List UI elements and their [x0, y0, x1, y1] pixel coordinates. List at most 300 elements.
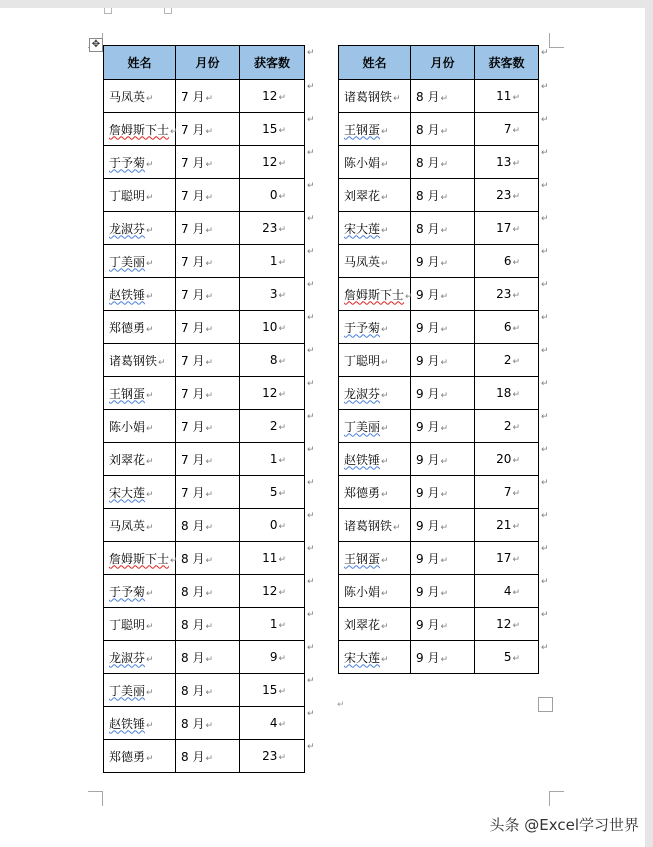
cell-name-text: 郑德勇 [109, 320, 146, 335]
cell-end-mark: ↵ [146, 258, 154, 269]
cell-end-mark: ↵ [512, 621, 520, 631]
cell-name[interactable] [104, 344, 176, 377]
cell-end-mark: ↵ [512, 357, 520, 367]
cell-count[interactable] [475, 113, 539, 146]
cell-end-mark: ↵ [278, 159, 286, 169]
cell-count[interactable] [240, 608, 305, 641]
table-row [339, 509, 539, 542]
cell-count-text: 17 [496, 221, 512, 235]
cell-name-text: 赵铁锤 [344, 452, 381, 467]
table-row [339, 80, 539, 113]
cell-count[interactable] [240, 674, 305, 707]
cell-end-mark: ↵ [278, 357, 286, 367]
cell-end-mark: ↵ [158, 357, 166, 368]
row-end-mark: ↵ [307, 214, 315, 224]
cell-month[interactable] [411, 410, 475, 443]
cell-count[interactable] [475, 245, 539, 278]
cell-end-mark: ↵ [512, 489, 520, 499]
cell-name-text: 詹姆斯下士 [109, 122, 170, 137]
row-end-mark: ↵ [307, 115, 315, 125]
row-end-mark: ↵ [541, 610, 549, 620]
cell-name-text: 诸葛钢铁 [109, 353, 158, 368]
document-page [0, 8, 645, 847]
cell-month-text: 7 月 [181, 320, 205, 335]
cell-name[interactable] [339, 113, 411, 146]
cell-month-text: 9 月 [416, 452, 440, 467]
cell-name-text: 诸葛钢铁 [344, 89, 393, 104]
cell-end-mark: ↵ [278, 126, 286, 136]
table-row [104, 245, 305, 278]
cell-end-mark: ↵ [278, 390, 286, 400]
cell-end-mark: ↵ [278, 93, 286, 103]
cell-name[interactable] [339, 509, 411, 542]
cell-end-mark: ↵ [205, 126, 213, 137]
cell-end-mark: ↵ [278, 324, 286, 334]
cell-month-text: 8 月 [181, 749, 205, 764]
cell-count-text: 20 [496, 452, 512, 466]
cell-end-mark: ↵ [381, 654, 389, 665]
cell-count-text: 7 [503, 122, 512, 136]
cell-name[interactable] [104, 740, 176, 773]
cell-end-mark: ↵ [205, 390, 213, 401]
cell-name[interactable] [104, 179, 176, 212]
cell-month-text: 7 月 [181, 485, 205, 500]
cell-name[interactable] [104, 509, 176, 542]
cell-count[interactable] [240, 377, 305, 410]
cell-month[interactable] [411, 377, 475, 410]
cell-name[interactable] [104, 476, 176, 509]
cell-end-mark: ↵ [381, 390, 389, 401]
cell-end-mark: ↵ [440, 258, 448, 269]
cell-name-text: 王钢蛋 [344, 551, 381, 566]
cell-end-mark: ↵ [440, 159, 448, 170]
cell-end-mark: ↵ [512, 423, 520, 433]
cell-month[interactable] [411, 80, 475, 113]
cell-end-mark: ↵ [278, 621, 286, 631]
cell-month-text: 9 月 [416, 518, 440, 533]
row-end-mark: ↵ [541, 544, 549, 554]
cell-month[interactable] [176, 542, 240, 575]
cell-end-mark: ↵ [393, 522, 401, 533]
row-end-mark: ↵ [541, 412, 549, 422]
cell-month-text: 9 月 [416, 386, 440, 401]
cell-count[interactable] [475, 344, 539, 377]
cell-name-text: 詹姆斯下士 [344, 287, 405, 302]
cell-month[interactable] [176, 509, 240, 542]
cell-name[interactable] [104, 311, 176, 344]
cell-end-mark: ↵ [381, 588, 389, 599]
cell-month[interactable] [176, 410, 240, 443]
cell-end-mark: ↵ [205, 324, 213, 335]
table-move-handle-icon[interactable]: ✥ [89, 38, 103, 52]
page-corner-mark [549, 791, 564, 806]
cell-end-mark: ↵ [205, 654, 213, 665]
cell-end-mark: ↵ [146, 489, 154, 500]
cell-month-text: 9 月 [416, 287, 440, 302]
cell-name[interactable] [104, 443, 176, 476]
cell-count[interactable] [240, 707, 305, 740]
cell-month-text: 8 月 [416, 221, 440, 236]
table-header-row [339, 46, 539, 80]
cell-name-text: 刘翠花 [344, 617, 381, 632]
row-end-mark: ↵ [307, 544, 315, 554]
cell-count[interactable] [475, 80, 539, 113]
cell-name[interactable] [339, 476, 411, 509]
cell-end-mark: ↵ [205, 456, 213, 467]
cell-count[interactable] [475, 377, 539, 410]
cell-name[interactable] [104, 641, 176, 674]
row-end-mark: ↵ [307, 412, 315, 422]
cell-end-mark: ↵ [146, 654, 154, 665]
cell-month[interactable] [176, 608, 240, 641]
cell-name[interactable] [104, 410, 176, 443]
cell-name[interactable] [339, 278, 411, 311]
cell-count[interactable] [475, 212, 539, 245]
row-end-mark: ↵ [541, 280, 549, 290]
cell-count[interactable] [240, 740, 305, 773]
row-end-mark: ↵ [541, 445, 549, 455]
cell-name-text: 龙淑芬 [109, 221, 146, 236]
cell-name[interactable] [339, 410, 411, 443]
cell-month[interactable] [176, 344, 240, 377]
cell-end-mark: ↵ [278, 423, 286, 433]
cell-month[interactable] [411, 278, 475, 311]
cell-month[interactable] [411, 146, 475, 179]
cell-end-mark: ↵ [278, 522, 286, 532]
cell-month[interactable] [411, 509, 475, 542]
cell-month[interactable] [176, 278, 240, 311]
cell-count-text: 5 [503, 650, 512, 664]
cell-count[interactable] [240, 113, 305, 146]
cell-count[interactable] [240, 344, 305, 377]
cell-end-mark: ↵ [278, 654, 286, 664]
cell-month[interactable] [176, 674, 240, 707]
row-end-mark: ↵ [541, 379, 549, 389]
cell-count[interactable] [240, 542, 305, 575]
cell-name[interactable] [339, 344, 411, 377]
cell-count[interactable] [240, 410, 305, 443]
cell-month[interactable] [176, 113, 240, 146]
cell-month[interactable] [411, 245, 475, 278]
cell-name[interactable] [104, 707, 176, 740]
cell-count[interactable] [240, 575, 305, 608]
cell-count[interactable] [475, 410, 539, 443]
cell-month-text: 7 月 [181, 89, 205, 104]
table-row [339, 443, 539, 476]
cell-month-text: 8 月 [416, 155, 440, 170]
table-row [104, 212, 305, 245]
cell-name[interactable] [104, 575, 176, 608]
cell-name[interactable] [339, 146, 411, 179]
cell-month[interactable] [176, 80, 240, 113]
cell-count[interactable] [475, 278, 539, 311]
cell-count[interactable] [240, 476, 305, 509]
cell-count[interactable] [240, 278, 305, 311]
row-end-mark: ↵ [541, 181, 549, 191]
cell-end-mark: ↵ [146, 522, 154, 533]
cell-name[interactable] [339, 212, 411, 245]
cell-name-text: 龙淑芬 [344, 386, 381, 401]
row-end-mark: ↵ [307, 577, 315, 587]
cell-end-mark: ↵ [146, 291, 154, 302]
cell-end-mark: ↵ [393, 93, 401, 104]
cell-month[interactable] [176, 476, 240, 509]
row-end-mark: ↵ [541, 577, 549, 587]
cell-month[interactable] [411, 443, 475, 476]
cell-month[interactable] [176, 311, 240, 344]
cell-name-text: 陈小娟 [344, 155, 381, 170]
cell-end-mark: ↵ [381, 324, 389, 335]
table-row [339, 575, 539, 608]
cell-count[interactable] [240, 443, 305, 476]
cell-count-text: 7 [503, 485, 512, 499]
cell-name[interactable] [104, 113, 176, 146]
cell-name[interactable] [104, 212, 176, 245]
cell-count[interactable] [475, 476, 539, 509]
cell-name[interactable] [104, 80, 176, 113]
cell-month-text: 8 月 [181, 650, 205, 665]
table-row [339, 113, 539, 146]
cell-name[interactable] [339, 179, 411, 212]
cell-count[interactable] [240, 179, 305, 212]
cell-month-text: 7 月 [181, 122, 205, 137]
cell-count-text: 6 [503, 320, 512, 334]
table-row [104, 674, 305, 707]
cell-month[interactable] [411, 311, 475, 344]
cell-month[interactable] [411, 608, 475, 641]
cell-name[interactable] [104, 146, 176, 179]
row-end-mark: ↵ [307, 148, 315, 158]
table-row [104, 179, 305, 212]
cell-count[interactable] [240, 509, 305, 542]
cell-count[interactable] [240, 80, 305, 113]
cell-count[interactable] [240, 311, 305, 344]
cell-end-mark: ↵ [512, 159, 520, 169]
cell-month[interactable] [411, 113, 475, 146]
paragraph-mark: ↵ [337, 700, 345, 710]
cell-name[interactable] [104, 542, 176, 575]
cell-end-mark: ↵ [278, 687, 286, 697]
cell-count[interactable] [240, 641, 305, 674]
cell-count[interactable] [240, 212, 305, 245]
cell-end-mark: ↵ [170, 555, 178, 566]
table-header-row [104, 46, 305, 80]
cell-end-mark: ↵ [205, 225, 213, 236]
cell-count-text: 12 [262, 386, 278, 400]
cell-month[interactable] [411, 476, 475, 509]
cell-name-text: 宋大莲 [344, 650, 381, 665]
cell-end-mark: ↵ [205, 621, 213, 632]
row-end-mark: ↵ [307, 48, 315, 58]
row-end-mark: ↵ [541, 478, 549, 488]
cell-end-mark: ↵ [170, 126, 178, 137]
cell-end-mark: ↵ [146, 456, 154, 467]
cell-count-text: 12 [262, 155, 278, 169]
table-row [104, 344, 305, 377]
cell-name[interactable] [104, 674, 176, 707]
cell-count[interactable] [475, 179, 539, 212]
cell-month[interactable] [176, 575, 240, 608]
cell-month[interactable] [176, 212, 240, 245]
cell-end-mark: ↵ [146, 225, 154, 236]
cell-count[interactable] [240, 146, 305, 179]
cell-end-mark: ↵ [440, 324, 448, 335]
cell-end-mark: ↵ [146, 324, 154, 335]
cell-count-text: 2 [503, 419, 512, 433]
watermark: 头条 @Excel学习世界 [489, 816, 639, 834]
cell-end-mark: ↵ [512, 324, 520, 334]
cell-month[interactable] [176, 641, 240, 674]
cell-count[interactable] [475, 542, 539, 575]
cell-count[interactable] [475, 641, 539, 674]
cell-end-mark: ↵ [205, 522, 213, 533]
cell-end-mark: ↵ [381, 489, 389, 500]
cell-count-text: 12 [496, 617, 512, 631]
cell-month-text: 8 月 [181, 716, 205, 731]
cell-month-text: 9 月 [416, 584, 440, 599]
table-row [339, 212, 539, 245]
table-row [104, 542, 305, 575]
cell-month-text: 9 月 [416, 485, 440, 500]
table-row [339, 344, 539, 377]
cell-name-text: 丁聪明 [109, 617, 146, 632]
cell-end-mark: ↵ [440, 522, 448, 533]
cell-end-mark: ↵ [205, 93, 213, 104]
cell-name[interactable] [339, 377, 411, 410]
cell-month[interactable] [176, 740, 240, 773]
cell-month-text: 8 月 [181, 551, 205, 566]
cell-month-text: 9 月 [416, 419, 440, 434]
cell-month[interactable] [411, 344, 475, 377]
cell-month-text: 9 月 [416, 617, 440, 632]
cell-name-text: 于予菊 [344, 320, 381, 335]
table-row [339, 179, 539, 212]
cell-count[interactable] [475, 509, 539, 542]
cell-month[interactable] [411, 575, 475, 608]
cell-name[interactable] [104, 278, 176, 311]
cell-end-mark: ↵ [205, 258, 213, 269]
cell-count-text: 4 [269, 716, 278, 730]
cell-count[interactable] [475, 311, 539, 344]
cell-end-mark: ↵ [381, 225, 389, 236]
cell-end-mark: ↵ [381, 258, 389, 269]
cell-month[interactable] [176, 179, 240, 212]
cell-month[interactable] [176, 443, 240, 476]
cell-month-text: 8 月 [181, 683, 205, 698]
cell-name[interactable] [339, 542, 411, 575]
cell-name[interactable] [339, 443, 411, 476]
cell-name-text: 赵铁锤 [109, 287, 146, 302]
cell-month-text: 9 月 [416, 320, 440, 335]
table-resize-handle[interactable] [538, 697, 553, 712]
row-end-mark: ↵ [541, 214, 549, 224]
cell-count[interactable] [240, 245, 305, 278]
cell-month[interactable] [176, 377, 240, 410]
cell-end-mark: ↵ [512, 126, 520, 136]
cell-count[interactable] [475, 575, 539, 608]
cell-month-text: 8 月 [416, 188, 440, 203]
cell-end-mark: ↵ [278, 192, 286, 202]
row-end-mark: ↵ [307, 511, 315, 521]
cell-count-text: 12 [262, 89, 278, 103]
cell-name-text: 郑德勇 [109, 749, 146, 764]
cell-end-mark: ↵ [440, 423, 448, 434]
cell-name[interactable] [339, 245, 411, 278]
cell-end-mark: ↵ [278, 555, 286, 565]
cell-end-mark: ↵ [440, 654, 448, 665]
cell-name[interactable] [339, 80, 411, 113]
row-end-mark: ↵ [307, 610, 315, 620]
cell-month[interactable] [176, 707, 240, 740]
cell-month-text: 7 月 [181, 155, 205, 170]
cell-count-text: 9 [269, 650, 278, 664]
cell-month[interactable] [411, 542, 475, 575]
cell-count-text: 23 [262, 749, 278, 763]
cell-end-mark: ↵ [512, 291, 520, 301]
cell-count-text: 2 [503, 353, 512, 367]
table-row [339, 146, 539, 179]
cell-end-mark: ↵ [278, 588, 286, 598]
cell-count-text: 23 [496, 287, 512, 301]
table-row [339, 542, 539, 575]
cell-count[interactable] [475, 443, 539, 476]
cell-name[interactable] [104, 245, 176, 278]
cell-end-mark: ↵ [440, 225, 448, 236]
cell-count[interactable] [475, 146, 539, 179]
header-month: 月份 [411, 46, 475, 80]
cell-name[interactable] [339, 641, 411, 674]
cell-end-mark: ↵ [205, 753, 213, 764]
cell-count-text: 17 [496, 551, 512, 565]
table-row [339, 377, 539, 410]
header-name: 姓名 [104, 46, 176, 80]
cell-count[interactable] [475, 608, 539, 641]
cell-month-text: 7 月 [181, 353, 205, 368]
cell-name-text: 丁聪明 [344, 353, 381, 368]
cell-name[interactable] [339, 575, 411, 608]
cell-month[interactable] [411, 212, 475, 245]
cell-month-text: 7 月 [181, 188, 205, 203]
cell-count-text: 1 [269, 452, 278, 466]
cell-end-mark: ↵ [146, 720, 154, 731]
row-end-mark: ↵ [307, 313, 315, 323]
cell-end-mark: ↵ [440, 357, 448, 368]
cell-name[interactable] [104, 608, 176, 641]
cell-month[interactable] [176, 245, 240, 278]
cell-count-text: 23 [262, 221, 278, 235]
header-count: 获客数 [240, 46, 305, 80]
cell-month[interactable] [411, 179, 475, 212]
cell-end-mark: ↵ [205, 588, 213, 599]
cell-count-text: 1 [269, 617, 278, 631]
cell-end-mark: ↵ [440, 192, 448, 203]
cell-month-text: 7 月 [181, 287, 205, 302]
cell-count-text: 6 [503, 254, 512, 268]
cell-month[interactable] [411, 641, 475, 674]
cell-count-text: 23 [496, 188, 512, 202]
cell-name[interactable] [104, 377, 176, 410]
cell-name-text: 于予菊 [109, 155, 146, 170]
cell-month[interactable] [176, 146, 240, 179]
cell-end-mark: ↵ [278, 753, 286, 763]
cell-end-mark: ↵ [278, 291, 286, 301]
cell-count-text: 8 [269, 353, 278, 367]
row-end-mark: ↵ [541, 82, 549, 92]
cell-name[interactable] [339, 608, 411, 641]
cell-name[interactable] [339, 311, 411, 344]
cell-count-text: 0 [269, 518, 278, 532]
cell-name-text: 宋大莲 [344, 221, 381, 236]
